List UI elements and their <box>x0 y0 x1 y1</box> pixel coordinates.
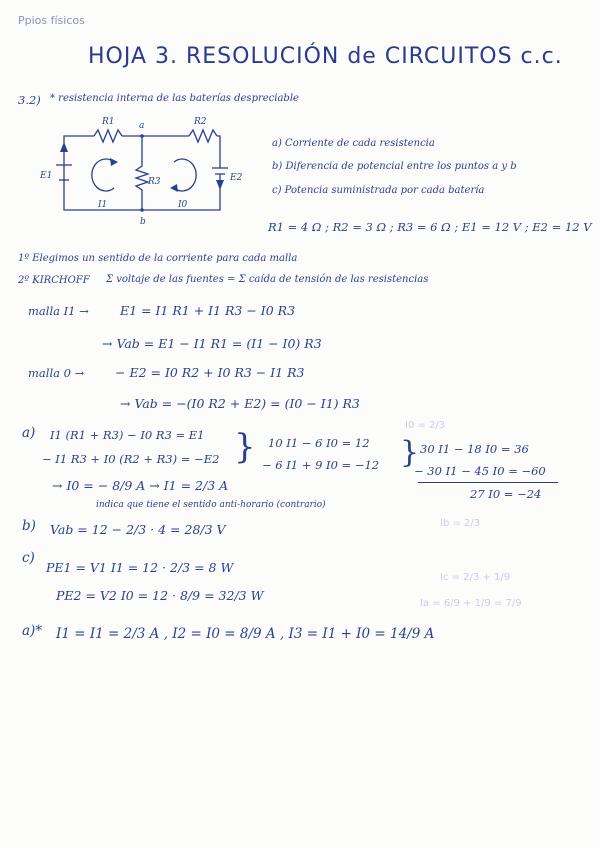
part-a-numeric-2: − 6 I1 + 9 I0 = −12 <box>262 458 380 472</box>
method-step1: 1º Elegimos un sentido de la corriente para cada malla <box>18 253 298 264</box>
problem-statement: * resistencia interna de las baterías despreciable <box>50 93 299 104</box>
arrow-up-icon <box>60 142 68 152</box>
part-c-label: c) <box>22 550 35 566</box>
label-i1: I1 <box>98 200 108 210</box>
part-a-result: → I0 = − 8/9 A → I1 = 2/3 A <box>52 478 229 493</box>
part-b-label: b) <box>22 518 36 534</box>
page-title: HOJA 3. RESOLUCIÓN de CIRCUITOS c.c. <box>88 44 563 69</box>
resistor-r1 <box>94 130 122 142</box>
bleed-text: Ib = 2/3 <box>440 518 481 529</box>
label-a: a <box>139 121 145 131</box>
sum-rule <box>418 482 558 483</box>
circuit-diagram <box>40 110 264 230</box>
part-b-equation: Vab = 12 − 2/3 · 4 = 28/3 V <box>50 522 226 537</box>
question-a: a) Corriente de cada resistencia <box>272 138 435 149</box>
part-a-system-1: I1 (R1 + R3) − I0 R3 = E1 <box>50 428 205 442</box>
label-r2: R2 <box>194 117 207 127</box>
mesh0-label: malla 0 → <box>28 366 85 380</box>
bleed-text: Ia = 6/9 + 1/9 = 7/9 <box>420 598 522 609</box>
resistor-r3 <box>136 136 148 210</box>
part-a-final-label: a)* <box>22 623 43 639</box>
label-i0: I0 <box>178 200 188 210</box>
part-a-system-2: − I1 R3 + I0 (R2 + R3) = −E2 <box>42 452 220 466</box>
question-c: c) Potencia suministrada por cada batería <box>272 185 485 196</box>
problem-number: 3.2) <box>18 93 41 107</box>
question-b: b) Diferencia de potencial entre los puntos a y b <box>272 161 517 172</box>
part-a-combined-2: − 30 I1 − 45 I0 = −60 <box>414 464 546 478</box>
part-a-numeric-1: 10 I1 − 6 I0 = 12 <box>268 436 370 450</box>
method-step2-body: Σ voltaje de las fuentes = Σ caída de tensión de las resistencias <box>106 274 429 285</box>
brace-icon: } <box>400 435 420 470</box>
label-b: b <box>140 217 146 227</box>
part-a-combined-sum: 27 I0 = −24 <box>470 487 542 501</box>
method-step2-lead: 2º KIRCHOFF <box>18 275 90 286</box>
bleed-text: I0 = 2/3 <box>405 420 446 431</box>
part-a-combined-1: 30 I1 − 18 I0 = 36 <box>420 442 529 456</box>
part-c-power-1: PE1 = V1 I1 = 12 · 2/3 = 8 W <box>46 560 234 575</box>
arrow-down-icon <box>216 180 224 190</box>
brace-icon: } <box>234 427 256 467</box>
label-r3: R3 <box>148 177 161 187</box>
mesh1-label: malla I1 → <box>28 304 89 318</box>
bleed-text: Ic = 2/3 + 1/9 <box>440 572 511 583</box>
part-a-label: a) <box>22 425 36 441</box>
mesh1-vab: → Vab = E1 − I1 R1 = (I1 − I0) R3 <box>102 336 322 351</box>
mesh-current-i0 <box>174 159 196 191</box>
mesh0-vab: → Vab = −(I0 R2 + E2) = (I0 − I1) R3 <box>120 396 360 411</box>
mesh-current-i1 <box>92 159 114 191</box>
mesh0-equation: − E2 = I0 R2 + I0 R3 − I1 R3 <box>115 365 305 380</box>
label-e1: E1 <box>40 171 53 181</box>
mesh1-equation: E1 = I1 R1 + I1 R3 − I0 R3 <box>120 303 296 318</box>
label-r1: R1 <box>102 117 115 127</box>
subject-tag: Ppios físicos <box>18 14 85 27</box>
part-a-final-equation: I1 = I1 = 2/3 A , I2 = I0 = 8/9 A , I3 = I1 + I0 = 14/9 A <box>56 626 435 642</box>
part-c-power-2: PE2 = V2 I0 = 12 · 8/9 = 32/3 W <box>56 588 264 603</box>
part-a-note: indica que tiene el sentido anti-horario (contrario) <box>96 500 326 510</box>
resistor-r2 <box>189 130 217 142</box>
given-values: R1 = 4 Ω ; R2 = 3 Ω ; R3 = 6 Ω ; E1 = 12 V ; E2 = 12 V <box>268 220 592 234</box>
label-e2: E2 <box>230 173 243 183</box>
